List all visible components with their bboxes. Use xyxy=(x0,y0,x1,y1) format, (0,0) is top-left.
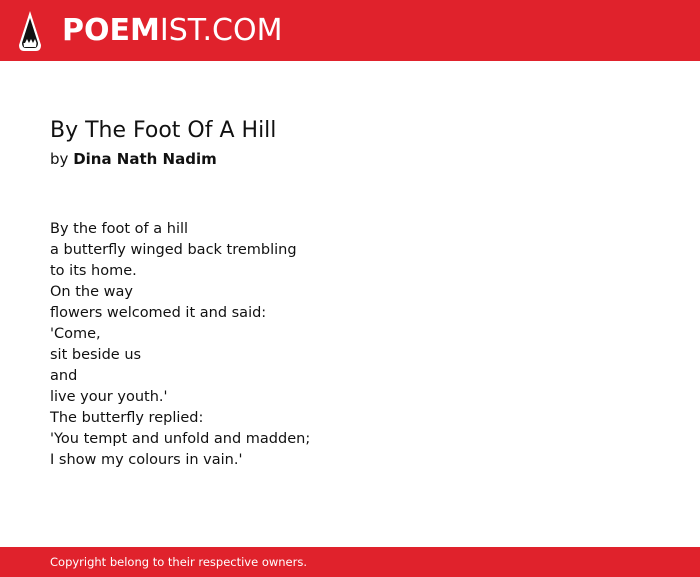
poem-title: By The Foot Of A Hill xyxy=(50,118,277,143)
poem-body xyxy=(50,219,310,471)
site-logo[interactable] xyxy=(62,12,282,50)
poem-line: and xyxy=(50,368,78,384)
copyright-text: Copyright belong to their respective owners. xyxy=(50,555,308,569)
author-name: Dina Nath Nadim xyxy=(73,150,217,168)
poem-line: 'Come, xyxy=(50,326,101,342)
poem-byline xyxy=(50,149,217,169)
pencil-tip-icon[interactable] xyxy=(17,9,43,53)
byline-prefix: by xyxy=(50,150,69,168)
poem-line: The butterfly replied: xyxy=(50,410,204,426)
poem-line: 'You tempt and unfold and madden; xyxy=(50,431,311,447)
poem-line: I show my colours in vain.' xyxy=(50,452,243,468)
poem-line: On the way xyxy=(50,284,133,300)
brand-bold-text: POEM xyxy=(62,13,160,48)
poem-line: sit beside us xyxy=(50,347,142,363)
brand-rest-text: IST.COM xyxy=(159,13,283,48)
poem-line: flowers welcomed it and said: xyxy=(50,305,267,321)
poem-line: By the foot of a hill xyxy=(50,221,189,237)
poem-line: to its home. xyxy=(50,263,137,279)
site-header xyxy=(0,0,700,61)
poem-line: live your youth.' xyxy=(50,389,168,405)
site-footer xyxy=(0,547,700,577)
poem-line: a butterfly winged back trembling xyxy=(50,242,297,258)
